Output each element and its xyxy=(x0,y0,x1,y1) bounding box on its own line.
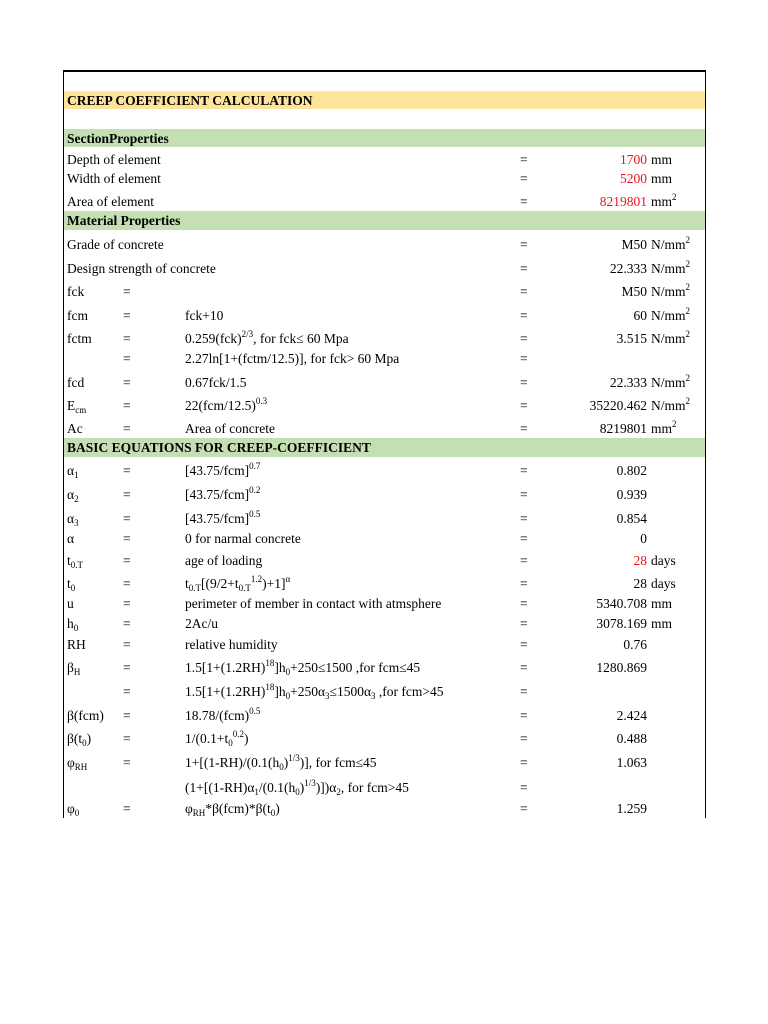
sheet-title: CREEP COEFFICIENT CALCULATION xyxy=(67,93,313,108)
row-phi-rh-alt xyxy=(64,776,705,798)
section-band-section-properties xyxy=(64,129,705,147)
formula: $[43.75/fcm]^{0.2}$ xyxy=(185,485,261,502)
equals-sign: = xyxy=(520,708,528,723)
symbol: α xyxy=(67,531,75,546)
unit: $N/mm^2$ xyxy=(651,259,691,276)
formula: $1.5[1+(1.2RH)^{18}]h_0+250\alpha_3\le 1500\alpha_3$ ,for fcm>45 xyxy=(185,682,444,701)
row-alpha3 xyxy=(64,507,705,529)
equals-sign: = xyxy=(520,237,528,252)
symbol: $\alpha_3$ xyxy=(67,511,79,528)
formula: age of loading xyxy=(185,553,263,568)
formula: $22(fcm/12.5)^{0.3}$ xyxy=(185,396,268,413)
equals-sign: = xyxy=(520,596,528,611)
unit: $N/mm^2$ xyxy=(651,306,691,323)
row-beta-h xyxy=(64,656,705,678)
equals-sign: = xyxy=(520,616,528,631)
formula: 0 for narmal concrete xyxy=(185,531,301,546)
input-value: 1700 xyxy=(620,152,647,167)
value: M50 xyxy=(621,237,647,252)
calculation-sheet xyxy=(63,70,706,818)
value: 0.488 xyxy=(616,731,647,746)
equals-sign: = xyxy=(123,398,131,413)
row-label: Width of element xyxy=(67,171,161,186)
equals-sign: = xyxy=(123,576,131,591)
value: M50 xyxy=(621,284,647,299)
symbol: $\beta_H$ xyxy=(67,660,81,677)
row-label: Area of element xyxy=(67,194,154,209)
value: 28 xyxy=(633,576,647,591)
value: 3.515 xyxy=(616,331,647,346)
symbol: $t_{0.T}$ xyxy=(67,553,84,570)
value: 2.424 xyxy=(616,708,647,723)
equals-sign: = xyxy=(123,531,131,546)
unit: $N/mm^2$ xyxy=(651,235,691,252)
formula: 18.78/(fcm)$^{0.5}$ xyxy=(185,706,261,723)
equals-sign: = xyxy=(520,375,528,390)
equals-sign: = xyxy=(520,801,528,816)
row-label: Depth of element xyxy=(67,152,161,167)
equals-sign: = xyxy=(520,152,528,167)
symbol: $\alpha_2$ xyxy=(67,487,79,504)
unit: mm xyxy=(651,596,673,611)
value: 60 xyxy=(633,308,647,323)
formula: $[43.75/fcm]^{0.7}$ xyxy=(185,461,261,478)
equals-sign: = xyxy=(520,284,528,299)
symbol: $\varphi_{RH}$ xyxy=(67,755,88,772)
equals-sign: = xyxy=(520,171,528,186)
row-grade xyxy=(64,234,705,254)
section-band-material-properties xyxy=(64,211,705,230)
equals-sign: = xyxy=(123,755,131,770)
equals-sign: = xyxy=(520,194,528,209)
row-fcd xyxy=(64,372,705,392)
formula: 0.259(fck)$^{2/3}$, for fck≤ 60 Mpa xyxy=(185,329,349,346)
equals-sign: = xyxy=(123,308,131,323)
section-header: BASIC EQUATIONS FOR CREEP-COEFFICIENT xyxy=(67,440,371,455)
formula: $(1+[(1-RH)\alpha_1/(0.1(h_0)^{1/3})])\alpha_2$, for fcm>45 xyxy=(185,778,409,797)
formula: 0.67fck/1.5 xyxy=(185,375,247,390)
equals-sign: = xyxy=(520,261,528,276)
section-header: SectionProperties xyxy=(67,131,169,146)
formula: $t_{0.T}[(9/2+t_{0.T}^{1.2})+1]^\alpha$ xyxy=(185,574,291,593)
unit: $mm^2$ xyxy=(651,419,677,436)
value: 0.802 xyxy=(616,463,647,478)
equals-sign: = xyxy=(520,780,528,795)
row-phi-0 xyxy=(64,798,705,818)
equals-sign: = xyxy=(520,308,528,323)
unit: days xyxy=(651,576,676,591)
row-label: Grade of concrete xyxy=(67,237,164,252)
formula: Area of concrete xyxy=(185,421,275,436)
symbol: $E_{cm}$ xyxy=(67,398,87,415)
value: 8219801 xyxy=(599,421,647,436)
row-alpha1 xyxy=(64,459,705,481)
symbol: fcm xyxy=(67,308,88,323)
input-value: 8219801 xyxy=(599,194,647,209)
symbol: $\alpha_1$ xyxy=(67,463,79,480)
symbol: Ac xyxy=(67,421,83,436)
equals-sign: = xyxy=(520,731,528,746)
value: 5340.708 xyxy=(596,596,647,611)
row-ecm xyxy=(64,395,705,415)
unit: mm xyxy=(651,616,673,631)
value: 0.76 xyxy=(623,637,647,652)
equals-sign: = xyxy=(520,398,528,413)
equals-sign: = xyxy=(123,375,131,390)
equals-sign: = xyxy=(123,284,131,299)
symbol: $\beta(t_0)$ xyxy=(67,731,92,748)
row-beta-fcm xyxy=(64,704,705,726)
equals-sign: = xyxy=(520,637,528,652)
equals-sign: = xyxy=(123,660,131,675)
equals-sign: = xyxy=(520,755,528,770)
row-depth xyxy=(64,150,705,168)
equals-sign: = xyxy=(123,731,131,746)
symbol: $h_0$ xyxy=(67,616,79,633)
value: 22.333 xyxy=(609,375,647,390)
equals-sign: = xyxy=(123,596,131,611)
unit: days xyxy=(651,553,676,568)
value: 0.939 xyxy=(616,487,647,502)
row-h0 xyxy=(64,614,705,633)
unit: $N/mm^2$ xyxy=(651,373,691,390)
formula: $\varphi_{RH}*\beta(fcm)*\beta(t_0)$ xyxy=(185,801,280,818)
row-alpha2 xyxy=(64,483,705,505)
row-label: Design strength of concrete xyxy=(67,261,216,276)
title-band xyxy=(64,91,705,109)
symbol: fcd xyxy=(67,375,85,390)
equals-sign: = xyxy=(123,637,131,652)
unit: $mm^2$ xyxy=(651,192,677,209)
equals-sign: = xyxy=(520,511,528,526)
symbol: u xyxy=(67,596,74,611)
unit: $N/mm^2$ xyxy=(651,396,691,413)
unit: $N/mm^2$ xyxy=(651,282,691,299)
equals-sign: = xyxy=(520,463,528,478)
section-header: Material Properties xyxy=(67,213,181,228)
formula: $1.5[1+(1.2RH)^{18}]h_0+250\le 1500$ ,for fcm≤45 xyxy=(185,658,421,677)
symbol: β(fcm) xyxy=(67,708,104,723)
row-area xyxy=(64,191,705,211)
equals-sign: = xyxy=(520,487,528,502)
value: 0 xyxy=(640,531,647,546)
formula: perimeter of member in contact with atmsphere xyxy=(185,596,442,611)
row-beta-t0 xyxy=(64,727,705,749)
equals-sign: = xyxy=(520,576,528,591)
symbol: $t_0$ xyxy=(67,576,76,593)
symbol: $\varphi_0$ xyxy=(67,801,80,818)
equals-sign: = xyxy=(520,351,528,366)
row-fck xyxy=(64,281,705,301)
equals-sign: = xyxy=(520,331,528,346)
equals-sign: = xyxy=(123,708,131,723)
symbol: RH xyxy=(67,637,86,652)
equals-sign: = xyxy=(123,684,131,699)
formula: 2.27ln[1+(fctm/12.5)], for fck> 60 Mpa xyxy=(185,351,400,366)
equals-sign: = xyxy=(123,463,131,478)
row-width xyxy=(64,169,705,187)
value: 0.854 xyxy=(616,511,647,526)
equals-sign: = xyxy=(520,660,528,675)
equals-sign: = xyxy=(520,531,528,546)
row-ac xyxy=(64,418,705,438)
equals-sign: = xyxy=(123,511,131,526)
formula: $[43.75/fcm]^{0.5}$ xyxy=(185,509,261,526)
unit: $N/mm^2$ xyxy=(651,329,691,346)
equals-sign: = xyxy=(123,553,131,568)
formula: $1+[(1-RH)/(0.1(h_0)^{1/3})]$, for fcm≤45 xyxy=(185,753,377,772)
formula: 2Ac/u xyxy=(185,616,218,631)
row-design-strength xyxy=(64,258,705,278)
row-perimeter xyxy=(64,594,705,612)
equals-sign: = xyxy=(123,331,131,346)
input-value: 5200 xyxy=(620,171,647,186)
equals-sign: = xyxy=(123,801,131,816)
unit: mm xyxy=(651,171,673,186)
value: 1280.869 xyxy=(596,660,647,675)
value: 35220.462 xyxy=(589,398,647,413)
symbol: fctm xyxy=(67,331,92,346)
value: 1.259 xyxy=(616,801,647,816)
equals-sign: = xyxy=(520,553,528,568)
equals-sign: = xyxy=(123,421,131,436)
row-fctm xyxy=(64,328,705,348)
equals-sign: = xyxy=(520,684,528,699)
row-fctm-alt xyxy=(64,349,705,367)
input-value: 28 xyxy=(633,553,647,568)
value: 1.063 xyxy=(616,755,647,770)
row-fcm xyxy=(64,305,705,325)
equals-sign: = xyxy=(520,421,528,436)
unit: mm xyxy=(651,152,673,167)
row-age-of-loading xyxy=(64,550,705,570)
formula: $1/(0.1+t_0^{0.2})$ xyxy=(185,729,249,748)
equals-sign: = xyxy=(123,616,131,631)
value: 3078.169 xyxy=(596,616,647,631)
row-alpha xyxy=(64,529,705,547)
row-relative-humidity xyxy=(64,635,705,653)
row-beta-h-alt xyxy=(64,680,705,702)
equals-sign: = xyxy=(123,487,131,502)
equals-sign: = xyxy=(123,351,131,366)
formula: fck+10 xyxy=(185,308,224,323)
row-phi-rh xyxy=(64,751,705,773)
symbol: fck xyxy=(67,284,85,299)
row-t0 xyxy=(64,572,705,594)
section-band-basic-equations xyxy=(64,438,705,457)
formula: relative humidity xyxy=(185,637,278,652)
value: 22.333 xyxy=(609,261,647,276)
